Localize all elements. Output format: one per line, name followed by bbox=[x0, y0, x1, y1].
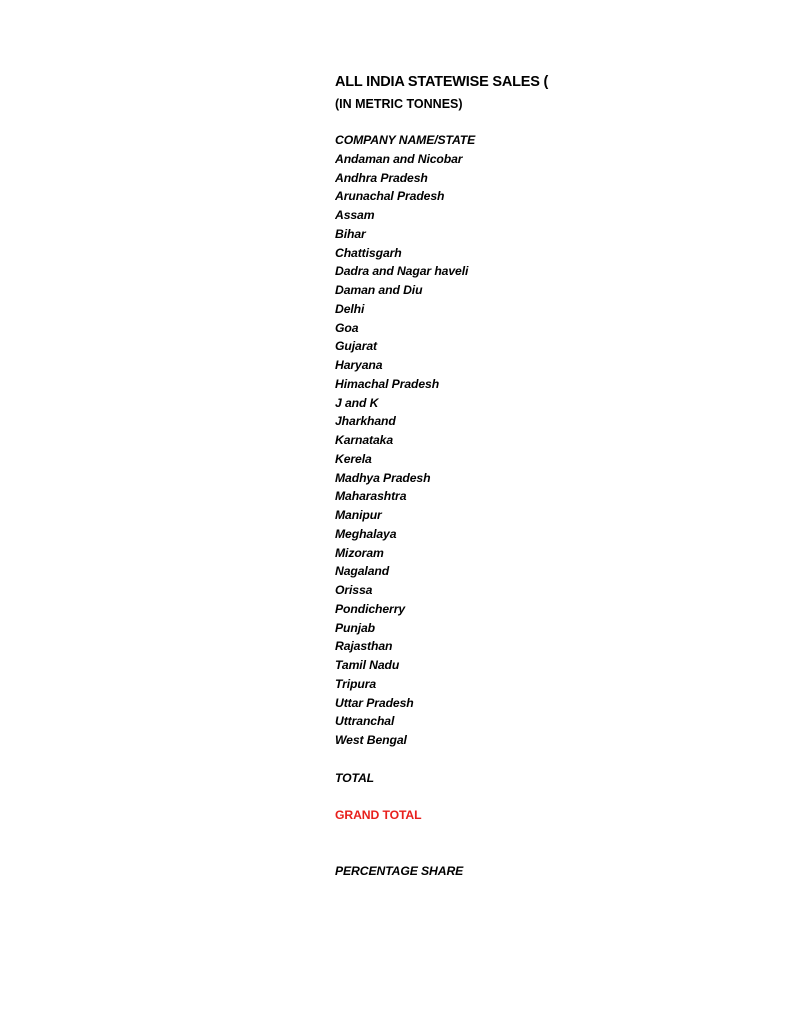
state-row: Orissa bbox=[335, 583, 373, 597]
state-row: Daman and Diu bbox=[335, 283, 423, 297]
total-label: TOTAL bbox=[335, 770, 374, 785]
state-row: Bihar bbox=[335, 226, 366, 241]
state-row: Uttranchal bbox=[335, 714, 395, 729]
spacer bbox=[335, 115, 550, 131]
state-row: Karnataka bbox=[335, 433, 394, 447]
state-row: Haryana bbox=[335, 358, 383, 372]
grand-total-label: GRAND TOTAL bbox=[335, 808, 422, 822]
state-row: Andhra Pradesh bbox=[335, 170, 428, 185]
state-row: Madhya Pradesh bbox=[335, 470, 431, 485]
state-row: Andaman and Nicobar bbox=[335, 151, 463, 166]
state-row: West Bengal bbox=[335, 733, 407, 747]
state-list bbox=[335, 150, 550, 750]
spreadsheet-page bbox=[335, 72, 550, 881]
state-row: Meghalaya bbox=[335, 526, 397, 541]
state-row: Manipur bbox=[335, 508, 382, 522]
state-row: Rajasthan bbox=[335, 639, 393, 654]
state-row: Kerela bbox=[335, 451, 372, 466]
state-row: Nagaland bbox=[335, 564, 390, 579]
state-row: Mizoram bbox=[335, 545, 384, 560]
state-row: Goa bbox=[335, 320, 359, 335]
state-row: Punjab bbox=[335, 620, 376, 635]
state-row: Tripura bbox=[335, 676, 377, 691]
state-row: Arunachal Pradesh bbox=[335, 189, 445, 204]
spacer bbox=[335, 787, 550, 806]
state-row: Tamil Nadu bbox=[335, 658, 400, 672]
state-row: J and K bbox=[335, 395, 379, 410]
page-title: ALL INDIA STATEWISE SALES ( bbox=[335, 74, 549, 90]
spacer bbox=[335, 825, 550, 863]
state-row: Maharashtra bbox=[335, 489, 407, 504]
state-row: Uttar Pradesh bbox=[335, 695, 414, 710]
state-row: Gujarat bbox=[335, 339, 377, 354]
state-row: Jharkhand bbox=[335, 414, 396, 429]
page-subtitle: (IN METRIC TONNES) bbox=[335, 97, 463, 111]
spacer bbox=[335, 750, 550, 769]
column-header: COMPANY NAME/STATE bbox=[335, 133, 476, 147]
state-row: Dadra and Nagar haveli bbox=[335, 264, 469, 279]
state-row: Himachal Pradesh bbox=[335, 376, 440, 391]
state-row: Delhi bbox=[335, 301, 365, 316]
percentage-share-label: PERCENTAGE SHARE bbox=[335, 864, 464, 879]
state-row: Assam bbox=[335, 208, 375, 222]
state-row: Pondicherry bbox=[335, 601, 406, 616]
state-row: Chattisgarh bbox=[335, 245, 402, 260]
